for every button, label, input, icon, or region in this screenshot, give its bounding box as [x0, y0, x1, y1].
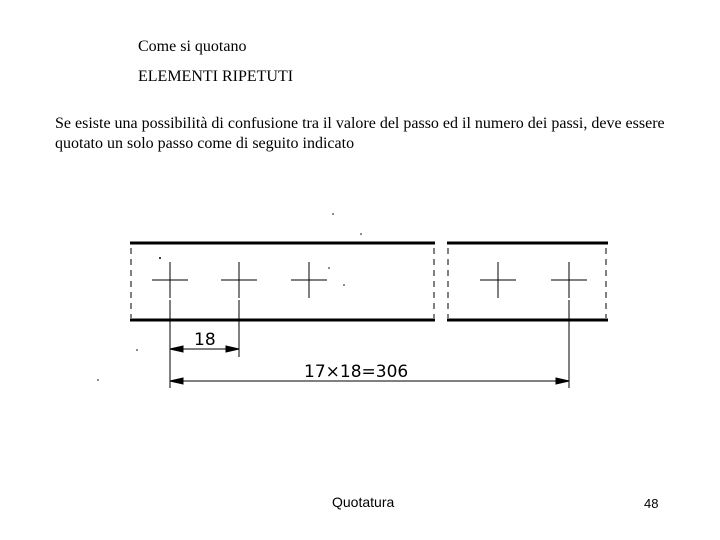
center-mark-3 [291, 262, 327, 298]
center-mark-1 [152, 262, 188, 298]
pitch-dimension-label: 18 [194, 330, 216, 350]
total-dimension-label: 17×18=306 [304, 362, 409, 382]
scan-specks [97, 213, 362, 381]
page-number: 48 [644, 496, 659, 511]
body-paragraph: Se esiste una possibilità di confusione tra il valore del passo ed il numero dei passi, deve essere quotato un solo passo come di seguito indicato [55, 115, 665, 152]
hole-center-marks [152, 262, 587, 298]
right-part [447, 243, 608, 320]
center-mark-2 [221, 262, 257, 298]
slide-subheading: ELEMENTI RIPETUTI [138, 68, 294, 85]
slide-heading: Come si quotano [138, 38, 247, 55]
center-mark-4 [480, 262, 516, 298]
slide-footer: Quotatura [332, 494, 395, 510]
left-part [130, 243, 435, 320]
center-mark-5 [551, 262, 587, 298]
